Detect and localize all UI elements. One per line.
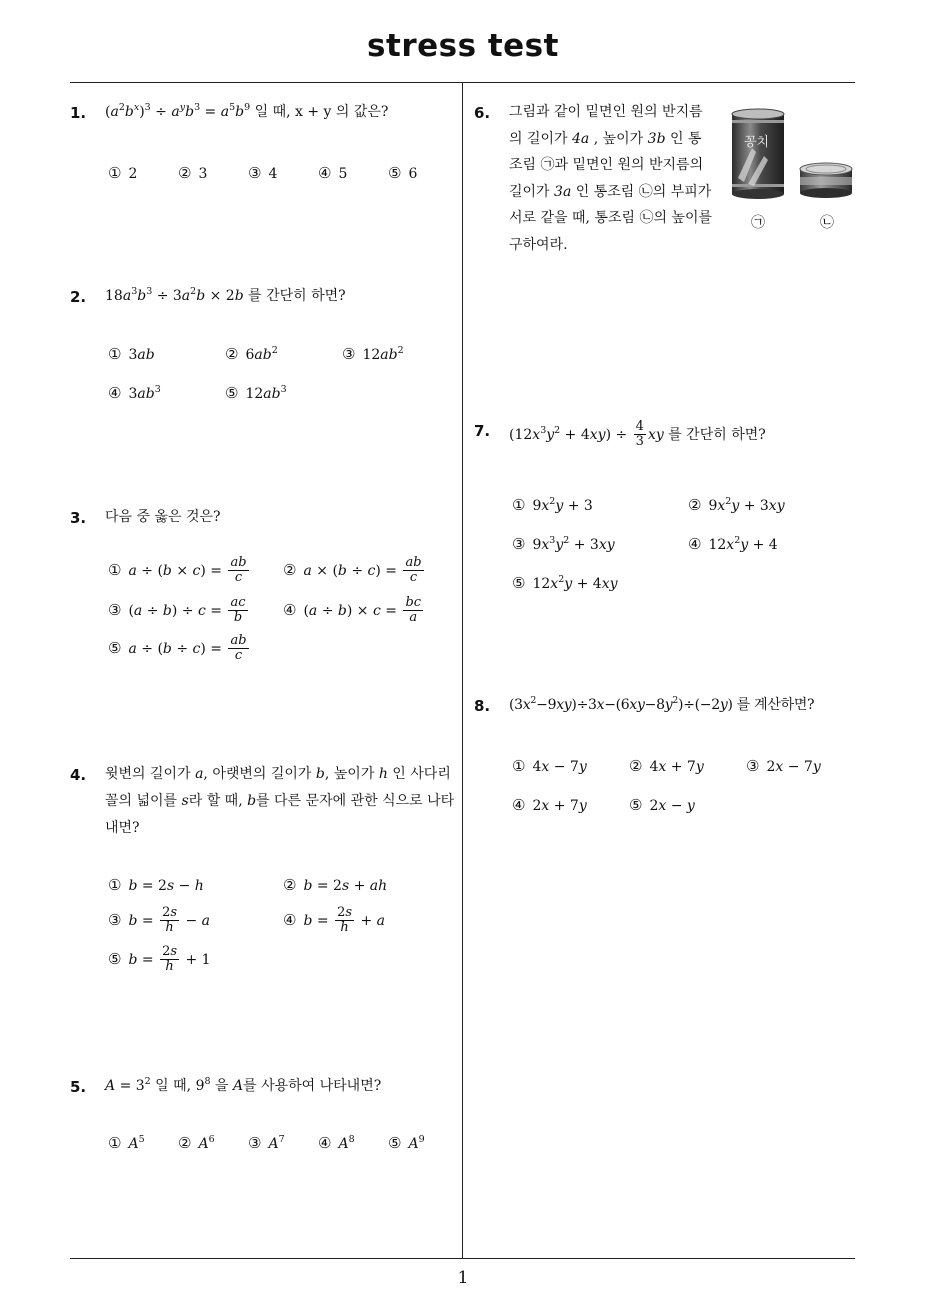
question-stem: 다음 중 옳은 것은? xyxy=(105,509,221,525)
option-2[interactable]: ② $9x^2y + 3xy$ xyxy=(688,496,785,514)
option-1[interactable]: ① a ÷ (b × c) = $\frac{ab}{c}$ xyxy=(108,555,247,586)
option-1[interactable]: ① $9x^2y + 3$ xyxy=(512,496,593,514)
question-stem: 윗변의 길이가 a, 아랫변의 길이가 b, 높이가 h 인 사다리꼴의 넓이를 s라 할 때, b를 다른 문자에 관한 식으로 나타내면? xyxy=(105,766,455,836)
math-expression: $A = 3^2$ xyxy=(105,1076,151,1094)
page-title: stress test xyxy=(367,28,559,64)
question-stem xyxy=(105,99,388,126)
can-a-image xyxy=(730,108,786,200)
column-divider xyxy=(462,83,463,1258)
option-4[interactable]: ④ (a ÷ b) × c = $\frac{bc}{a}$ xyxy=(283,595,422,626)
option-2[interactable]: ② $A^6$ xyxy=(178,1134,215,1152)
option-2[interactable]: ② 3 xyxy=(178,164,208,182)
math-expression: $18a^3b^3 \div 3a^2b \times 2b$ xyxy=(105,286,244,304)
question-number: 6. xyxy=(474,104,491,122)
question-stem xyxy=(105,283,346,310)
option-4[interactable]: ④ b = $\frac{2s}{h}$ + a xyxy=(283,905,386,936)
stem-text: 를 간단히 하면? xyxy=(248,288,346,304)
question-number: 7. xyxy=(474,422,491,440)
question-stem: $(3x^2-9xy)\div 3x-(6xy-8y^2)\div(-2y)$ 를 계산하면? xyxy=(509,695,815,713)
math-expression: $(12x^3y^2 + 4xy)$ ÷ $\frac{4}{3}$ xy xyxy=(509,419,664,450)
option-3[interactable]: ③ $A^7$ xyxy=(248,1134,285,1152)
stem-text: 일 때, x + y 의 값은? xyxy=(254,104,389,120)
question-number: 8. xyxy=(474,697,491,715)
option-5[interactable]: ⑤ b = $\frac{2s}{h}$ + 1 xyxy=(108,944,211,975)
option-3[interactable]: ③ (a ÷ b) ÷ c = $\frac{ac}{b}$ xyxy=(108,595,246,626)
option-1[interactable]: ① $A^5$ xyxy=(108,1134,145,1152)
can-label: 꽁치 xyxy=(744,135,770,150)
question-stem: $(12x^3y^2 + 4xy)$ ÷ $\frac{4}{3}$ xy 를 간단히 하면? xyxy=(509,419,766,450)
option-5[interactable]: ⑤ $A^9$ xyxy=(388,1134,425,1152)
image-label-b: ㉡ xyxy=(820,215,834,231)
option-3[interactable]: ③ b = $\frac{2s}{h}$ − a xyxy=(108,905,211,936)
image-label-a: ㉠ xyxy=(751,215,765,231)
option-3[interactable]: ③ $12ab^2$ xyxy=(342,345,404,363)
question-number: 1. xyxy=(70,104,87,122)
option-3[interactable]: ③ $9x^3y^2 + 3xy$ xyxy=(512,535,615,553)
question-stem: 그림과 같이 밑면인 원의 반지름의 길이가 4a , 높이가 3b 인 통조림 ㉠과 밑면인 원의 반지름의 길이가 3a 인 통조림 ㉡의 부피가 서로 같을 때, 통조림 ㉡의 높이를 구하여라. xyxy=(509,104,712,253)
option-3[interactable]: ③ 2x − 7y xyxy=(746,757,821,775)
option-1[interactable]: ① 4x − 7y xyxy=(512,757,587,775)
option-4[interactable]: ④ $3ab^3$ xyxy=(108,384,161,402)
option-4[interactable]: ④ $12x^2y + 4$ xyxy=(688,535,778,553)
option-1[interactable]: ① 3ab xyxy=(108,345,155,363)
page-number: 1 xyxy=(457,1268,469,1288)
option-4[interactable]: ④ $A^8$ xyxy=(318,1134,355,1152)
math-expression: $(a^2b^x)^3 \div a^yb^3 = a^5b^9$ xyxy=(105,102,251,120)
option-4[interactable]: ④ 5 xyxy=(318,164,348,182)
option-2[interactable]: ② $6ab^2$ xyxy=(225,345,278,363)
option-1[interactable]: ① 2 xyxy=(108,164,138,182)
question-stem: $A = 3^2$ 일 때, $9^8$ 을 A를 사용하여 나타내면? xyxy=(105,1076,382,1094)
option-3[interactable]: ③ 4 xyxy=(248,164,278,182)
option-2[interactable]: ② b = 2s + ah xyxy=(283,876,388,894)
question-number: 5. xyxy=(70,1078,87,1096)
option-2[interactable]: ② 4x + 7y xyxy=(629,757,704,775)
option-4[interactable]: ④ 2x + 7y xyxy=(512,796,587,814)
option-5[interactable]: ⑤ 2x − y xyxy=(629,796,695,814)
question-number: 2. xyxy=(70,288,87,306)
option-5[interactable]: ⑤ a ÷ (b ÷ c) = $\frac{ab}{c}$ xyxy=(108,633,247,664)
question-number: 3. xyxy=(70,509,87,527)
option-5[interactable]: ⑤ $12x^2y + 4xy$ xyxy=(512,574,618,592)
question-number: 4. xyxy=(70,766,87,784)
option-5[interactable]: ⑤ $12ab^3$ xyxy=(225,384,287,402)
option-1[interactable]: ① b = 2s − h xyxy=(108,876,204,894)
footer-rule xyxy=(70,1258,855,1259)
option-5[interactable]: ⑤ 6 xyxy=(388,164,418,182)
option-2[interactable]: ② a × (b ÷ c) = $\frac{ab}{c}$ xyxy=(283,555,422,586)
math-expression: $(3x^2-9xy)\div 3x-(6xy-8y^2)\div(-2y)$ xyxy=(509,695,733,713)
can-b-image xyxy=(797,162,855,200)
